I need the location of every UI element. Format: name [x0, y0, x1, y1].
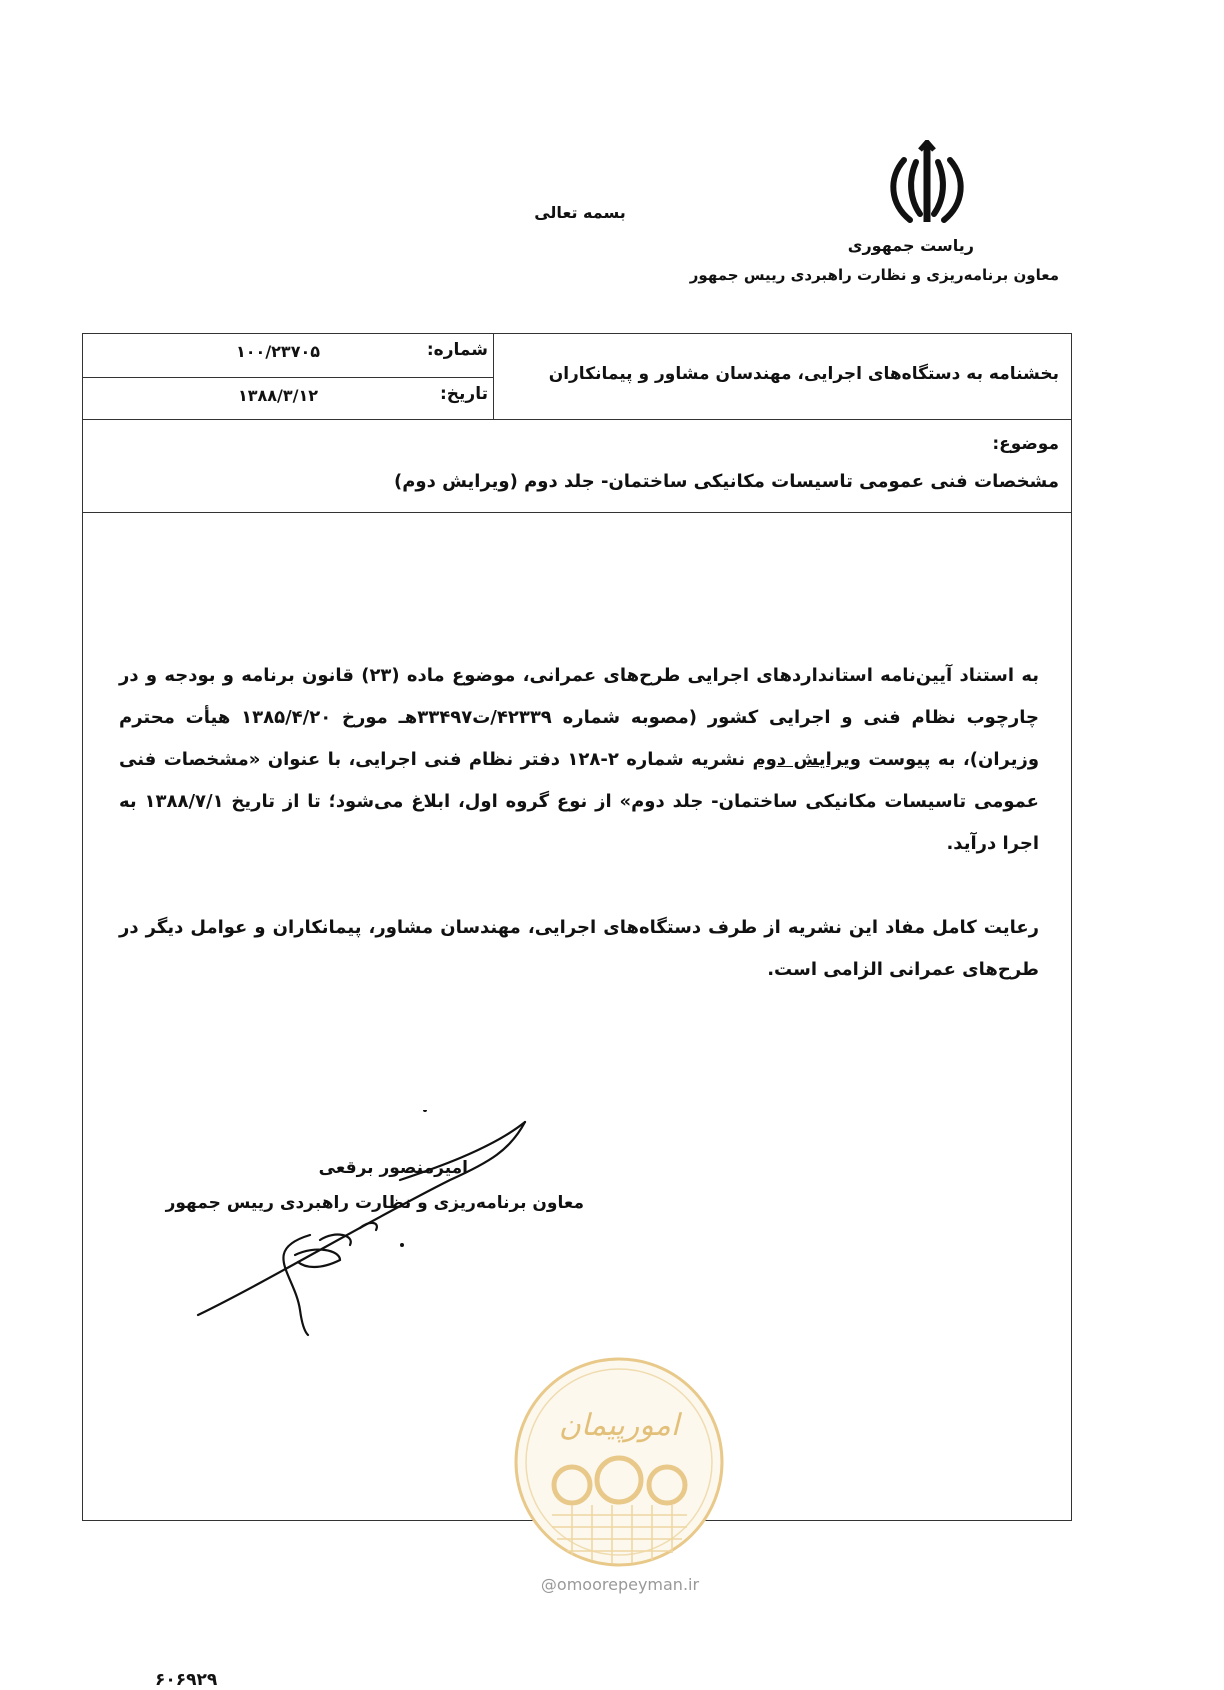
- signer-title: معاون برنامه‌ریزی و نظارت راهبردی رییس جمهور: [165, 1193, 584, 1213]
- p1-part1: به استناد آیین‌نامه استانداردهای اجرایی طرح‌های عمرانی، موضوع ماده (۲۳) قانون برنامه و بودجه و در چارچوب نظام فنی و اجرایی کشور (مصوبه شماره ۴۲۳۳۹/ت۳۳۴۹۷هـ مورخ ۱۳۸۵/۴/۲۰ هیأت محترم وزیران)، به پیوست: [119, 665, 1040, 770]
- organization-name: ریاست جمهوری: [847, 236, 974, 255]
- p1-underlined: ویرایش دوم: [752, 749, 861, 770]
- iran-emblem-icon: [882, 140, 972, 230]
- number-label: شماره:: [426, 340, 488, 360]
- seal-watermark: [512, 1355, 727, 1570]
- subject-value: مشخصات فنی عمومی تاسیسات مکانیکی ساختمان- جلد دوم (ویرایش دوم): [393, 471, 1059, 492]
- body-paragraph-1: [119, 655, 1039, 865]
- recipient-line: بخشنامه به دستگاه‌های اجرایی، مهندسان مشاور و پیمانکاران: [548, 364, 1059, 384]
- date-label: تاریخ:: [440, 384, 488, 404]
- number-value: ۱۰۰/۲۳۷۰۵: [236, 342, 320, 361]
- department-name: معاون برنامه‌ریزی و نظارت راهبردی رییس جمهور: [689, 266, 1059, 284]
- seal-text: امورپیمان: [558, 1408, 680, 1443]
- footer-number: ۶۰۶۹۲۹: [155, 1670, 218, 1690]
- body-paragraph-2: رعایت کامل مفاد این نشریه از طرف دستگاه‌های اجرایی، مهندسان مشاور، پیمانکاران و عوامل دیگر در طرح‌های عمرانی الزامی است.: [119, 917, 1039, 980]
- signer-name: امیرمنصور برقعی: [318, 1158, 468, 1178]
- bismillah-text: بسمه تعالی: [534, 203, 626, 222]
- header-table: [82, 333, 1072, 513]
- website-watermark: @omoorepeyman.ir: [540, 1575, 700, 1594]
- signature-scribble: [190, 1110, 590, 1340]
- subject-label: موضوع:: [992, 434, 1059, 454]
- p1-part2: نشریه شماره ۲-۱۲۸ دفتر نظام فنی اجرایی، با عنوان «مشخصات فنی عمومی تاسیسات مکانیکی ساختمان- جلد دوم» از نوع گروه اول، ابلاغ می‌شود؛ تا از تاریخ ۱۳۸۸/۷/۱ به اجرا درآید.: [119, 749, 1039, 854]
- date-value: ۱۳۸۸/۳/۱۲: [237, 386, 319, 405]
